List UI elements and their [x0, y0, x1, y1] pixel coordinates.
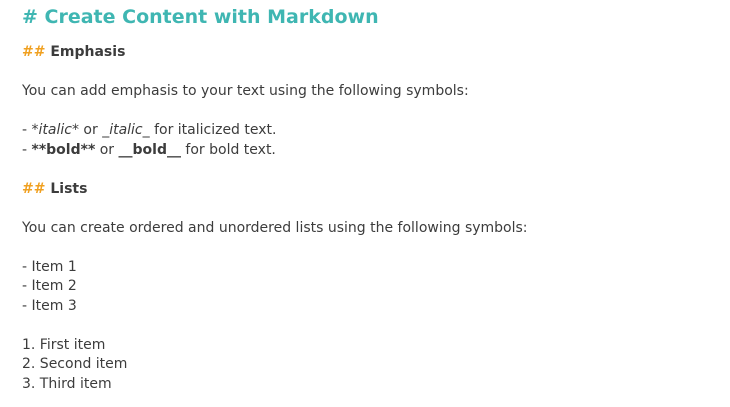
lists-intro: You can create ordered and unordered lists using the following symbols: — [22, 219, 528, 236]
italic-line — [22, 121, 722, 141]
blank-line — [22, 63, 722, 83]
heading-1: # Create Content with Markdown — [22, 6, 379, 28]
emphasis-intro: You can add emphasis to your text using the following symbols: — [22, 83, 469, 99]
or-text: or — [95, 141, 119, 158]
blank-line — [22, 316, 722, 336]
blank-line — [22, 199, 722, 219]
markdown-editor[interactable] — [22, 5, 722, 394]
bold-suffix: for bold text. — [180, 141, 276, 158]
bold-asterisk-example: **bold** — [31, 141, 96, 158]
italic-asterisk-example: *italic* — [31, 122, 79, 138]
heading-lists — [22, 180, 722, 200]
ordered-list-item: 1. First item — [22, 336, 106, 353]
blank-line — [22, 102, 722, 122]
list-item: - Item 2 — [22, 278, 77, 294]
ordered-list-item: 2. Second item — [22, 356, 128, 372]
blank-line — [22, 160, 722, 180]
blank-line — [22, 238, 722, 258]
ordered-list-item: 3. Third item — [22, 375, 112, 392]
heading-hash: ## — [22, 180, 46, 197]
heading-emphasis-title: Emphasis — [50, 44, 126, 60]
heading-emphasis — [22, 43, 722, 63]
heading-lists-title: Lists — [50, 180, 88, 197]
bold-line — [22, 141, 722, 161]
or-text: or — [78, 122, 103, 138]
italic-underscore-example: _italic_ — [102, 122, 150, 138]
list-item: - Item 1 — [22, 258, 77, 275]
italic-suffix: for italicized text. — [149, 122, 277, 138]
list-dash: - — [22, 122, 32, 138]
heading-hash: ## — [22, 44, 46, 60]
list-dash: - — [22, 141, 32, 158]
list-item: - Item 3 — [22, 297, 77, 314]
bold-underscore-example: __bold__ — [118, 141, 181, 158]
